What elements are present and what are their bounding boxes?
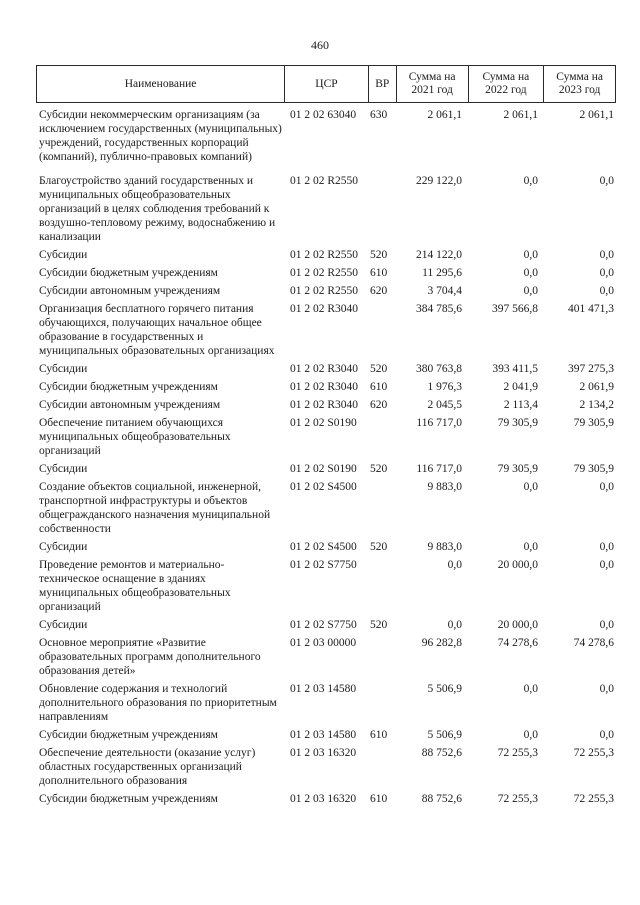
row-sum-2021: 11 295,6 [422,267,462,279]
row-name: Субсидии [39,249,88,261]
row-vr: 610 [370,793,388,805]
table-row [36,362,616,376]
row-sum-2022: 0,0 [523,729,538,741]
row-sum-2022: 20 000,0 [497,619,538,631]
row-sum-2021: 0,0 [447,619,462,631]
row-sum-2022: 74 278,6 [497,637,538,649]
row-sum-2022: 79 305,9 [497,417,538,429]
row-sum-2023: 74 278,6 [573,637,614,649]
row-vr: 620 [370,285,388,297]
row-sum-2022: 0,0 [523,683,538,695]
row-name: Субсидии бюджетным учреждениям [39,267,218,279]
table-row [36,248,616,262]
page-number: 460 [311,38,329,52]
row-sum-2023: 0,0 [599,729,614,741]
row-sum-2021: 5 506,9 [427,729,462,741]
row-name: Создание объектов социальной, инженерной, транспортной инфраструктуры и объектов общегражданского назначения муниципальной собственности [39,481,271,535]
row-sum-2021: 9 883,0 [427,481,462,493]
row-vr [368,636,396,678]
row-sum-2023: 0,0 [599,481,614,493]
row-name: Субсидии [39,363,88,375]
row-code: 01 2 02 R2550 [290,175,359,187]
row-name: Благоустройство зданий государственных и муниципальных общеобразовательных организаций в целях соблюдения требований к воздушно-тепловому режиму, водоснабжению и канализации [39,175,276,243]
row-sum-2021: 88 752,6 [421,747,462,759]
row-sum-2023: 0,0 [599,249,614,261]
row-sum-2022: 2 061,1 [503,109,538,121]
row-sum-2022: 2 113,4 [503,399,538,411]
header-sum-2023: Сумма на 2023 год [543,66,615,102]
row-vr: 520 [370,363,388,375]
row-sum-2023: 2 061,1 [579,109,614,121]
row-name: Обеспечение деятельности (оказание услуг) областных государственных организаций дополнительного образования [39,747,256,787]
table-row [36,480,616,536]
row-sum-2023: 72 255,3 [573,747,614,759]
table-row [36,302,616,358]
header-vr: ВР [368,66,396,102]
row-name: Организация бесплатного горячего питания обучающихся, получающих начальное общее образование в государственных и муниципальных образовательных организациях [39,303,275,357]
table-body [36,108,616,810]
row-sum-2023: 0,0 [599,175,614,187]
row-sum-2022: 79 305,9 [497,463,538,475]
row-code: 01 2 02 R3040 [290,399,359,411]
row-sum-2023: 2 061,9 [579,381,614,393]
row-sum-2023: 0,0 [599,683,614,695]
row-code: 01 2 03 00000 [290,637,357,649]
row-vr: 610 [370,729,388,741]
row-code: 01 2 02 R3040 [290,381,359,393]
row-sum-2022: 0,0 [523,541,538,553]
table-row [36,108,616,164]
table-row [36,618,616,632]
row-name: Субсидии [39,541,88,553]
row-name: Субсидии некоммерческим организациям (за исключением государственных (муниципальных) учреждений, государственных корпораций (компаний), публично-правовых компаний) [39,109,282,163]
row-vr [368,746,396,788]
row-sum-2023: 79 305,9 [573,463,614,475]
row-code: 01 2 03 14580 [290,729,357,741]
row-sum-2021: 88 752,6 [421,793,462,805]
table-row [36,398,616,412]
row-vr: 520 [370,463,388,475]
row-name: Субсидии бюджетным учреждениям [39,729,218,741]
row-sum-2023: 397 275,3 [568,363,614,375]
row-sum-2021: 116 717,0 [416,463,462,475]
row-code: 01 2 03 16320 [290,747,357,759]
row-code: 01 2 02 S4500 [290,481,357,493]
row-sum-2021: 2 061,1 [427,109,462,121]
row-sum-2022: 0,0 [523,175,538,187]
row-sum-2021: 116 717,0 [416,417,462,429]
row-vr: 620 [370,399,388,411]
row-sum-2022: 397 566,8 [492,303,538,315]
row-name: Основное мероприятие «Развитие образовательных программ дополнительного образования детей» [39,637,261,677]
table-row [36,746,616,788]
row-code: 01 2 02 S0190 [290,417,357,429]
row-vr [368,682,396,724]
row-name: Субсидии [39,463,88,475]
row-sum-2023: 0,0 [599,267,614,279]
table-row [36,636,616,678]
table-row [36,558,616,614]
table-row [36,380,616,394]
row-code: 01 2 02 S0190 [290,463,357,475]
row-sum-2023: 0,0 [599,559,614,571]
row-sum-2023: 0,0 [599,619,614,631]
row-name: Субсидии автономным учреждениям [39,285,221,297]
row-vr [368,480,396,536]
row-vr: 630 [370,109,388,121]
table-row [36,792,616,806]
row-name: Субсидии бюджетным учреждениям [39,793,218,805]
row-code: 01 2 02 S7750 [290,619,357,631]
row-sum-2021: 384 785,6 [416,303,462,315]
row-vr: 520 [370,249,388,261]
header-sum-2022: Сумма на 2022 год [468,66,544,102]
table-row [36,284,616,298]
row-vr: 610 [370,381,388,393]
row-sum-2021: 96 282,8 [421,637,462,649]
row-name: Проведение ремонтов и материально-техническое оснащение в зданиях муниципальных общеобразовательных организаций [39,559,231,613]
row-code: 01 2 02 R2550 [290,285,359,297]
row-sum-2023: 401 471,3 [568,303,614,315]
header-sum-2021: Сумма на 2021 год [396,66,468,102]
row-code: 01 2 02 R3040 [290,363,359,375]
row-sum-2021: 5 506,9 [427,683,462,695]
row-sum-2021: 3 704,4 [427,285,462,297]
table-row [36,174,616,244]
table-row [36,266,616,280]
row-sum-2023: 0,0 [599,285,614,297]
row-sum-2021: 214 122,0 [416,249,462,261]
row-code: 01 2 02 S7750 [290,559,357,571]
row-vr [368,558,396,614]
row-code: 01 2 02 S4500 [290,541,357,553]
row-sum-2021: 1 976,3 [427,381,462,393]
row-sum-2021: 229 122,0 [416,175,462,187]
row-code: 01 2 03 14580 [290,683,357,695]
row-sum-2023: 79 305,9 [573,417,614,429]
header-name: Наименование [124,77,197,90]
row-name: Субсидии автономным учреждениям [39,399,221,411]
row-code: 01 2 02 R2550 [290,249,359,261]
row-sum-2022: 2 041,9 [503,381,538,393]
row-sum-2022: 0,0 [523,285,538,297]
table-row [36,728,616,742]
table-row [36,416,616,458]
row-sum-2022: 0,0 [523,267,538,279]
row-sum-2023: 2 134,2 [579,399,614,411]
table-row [36,462,616,476]
header-code: ЦСР [284,66,368,102]
row-code: 01 2 02 63040 [290,109,357,121]
row-name: Обеспечение питанием обучающихся муниципальных общеобразовательных организаций [39,417,231,457]
row-sum-2022: 0,0 [523,481,538,493]
row-sum-2022: 393 411,5 [492,363,538,375]
row-name: Субсидии бюджетным учреждениям [39,381,218,393]
row-sum-2023: 72 255,3 [573,793,614,805]
row-sum-2022: 20 000,0 [497,559,538,571]
row-name: Обновление содержания и технологий дополнительного образования по приоритетным направлениям [39,683,277,723]
row-sum-2021: 9 883,0 [427,541,462,553]
table-row [36,540,616,554]
table-header [36,65,616,103]
row-sum-2022: 72 255,3 [497,747,538,759]
row-vr [368,416,396,458]
row-sum-2022: 72 255,3 [497,793,538,805]
row-vr: 610 [370,267,388,279]
row-name: Субсидии [39,619,88,631]
row-sum-2022: 0,0 [523,249,538,261]
row-code: 01 2 02 R3040 [290,303,359,315]
row-vr [368,302,396,358]
row-sum-2023: 0,0 [599,541,614,553]
row-code: 01 2 03 16320 [290,793,357,805]
row-vr: 520 [370,541,388,553]
row-vr [368,174,396,244]
row-sum-2021: 0,0 [447,559,462,571]
row-sum-2021: 380 763,8 [416,363,462,375]
row-vr: 520 [370,619,388,631]
row-code: 01 2 02 R2550 [290,267,359,279]
table-row [36,682,616,724]
row-sum-2021: 2 045,5 [427,399,462,411]
